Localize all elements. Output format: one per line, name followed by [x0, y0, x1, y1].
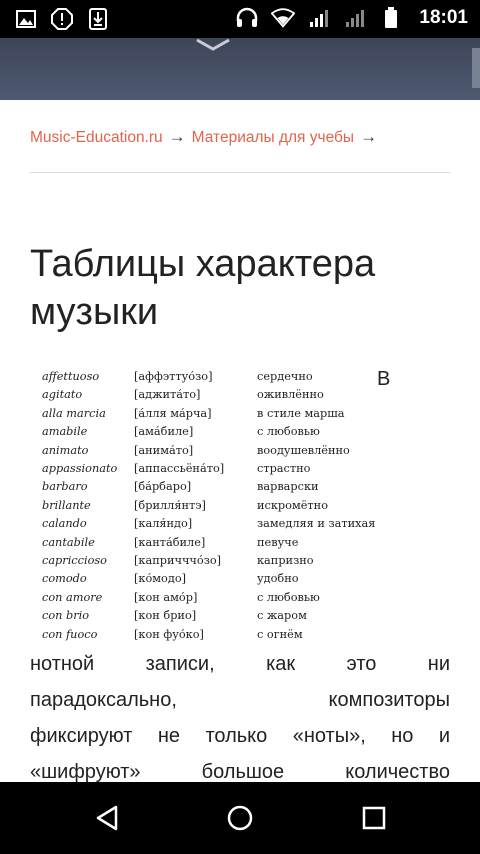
- back-icon[interactable]: [87, 798, 127, 838]
- meaning-cell: в стиле марша: [257, 406, 345, 420]
- table-row: [30, 370, 378, 388]
- table-row: [30, 462, 378, 480]
- word: «ноты»,: [292, 725, 366, 747]
- pronunciation-cell: [капричччо́зо]: [134, 554, 222, 567]
- term-cell: affettuoso: [42, 370, 100, 383]
- word: записи,: [145, 653, 215, 675]
- breadcrumb: [30, 127, 383, 147]
- pronunciation-cell: [ама́биле]: [134, 425, 194, 439]
- pronunciation-cell: [канта́биле]: [134, 535, 206, 549]
- term-cell: con fuoco: [42, 627, 98, 641]
- word: «шифруют»: [30, 761, 141, 782]
- battery-icon: [379, 6, 403, 30]
- scrollbar[interactable]: [472, 48, 480, 88]
- meaning-cell: страстно: [257, 462, 311, 475]
- term-cell: brillante: [42, 498, 91, 512]
- word: и: [438, 725, 450, 747]
- word: но: [391, 725, 414, 747]
- table-row: [30, 425, 378, 443]
- term-cell: capriccioso: [42, 554, 107, 567]
- pronunciation-cell: [анима́то]: [134, 443, 194, 457]
- divider: [30, 172, 450, 173]
- term-cell: alla marcia: [42, 406, 106, 420]
- meaning-cell: варварски: [257, 480, 319, 494]
- pronunciation-cell: [аппассьёна́то]: [134, 462, 225, 475]
- term-cell: con brio: [42, 609, 90, 623]
- pronunciation-cell: [брилля́нтэ]: [134, 498, 206, 512]
- pronunciation-cell: [кон амо́р]: [134, 590, 198, 604]
- page-content: [0, 100, 480, 782]
- term-cell: appassionato: [42, 462, 118, 475]
- alert-icon: [50, 7, 74, 31]
- word: фиксируют: [30, 725, 133, 747]
- table-row: [30, 554, 378, 572]
- breadcrumb-separator: →: [168, 127, 186, 146]
- home-icon[interactable]: [220, 798, 260, 838]
- table-row: [30, 517, 378, 535]
- meaning-cell: певуче: [257, 535, 299, 549]
- site-header: [0, 38, 480, 100]
- paragraph-line: [30, 682, 450, 718]
- table-row: [30, 480, 378, 498]
- pronunciation-cell: [а́лля ма́рча]: [134, 406, 212, 420]
- meaning-cell: с огнём: [257, 627, 303, 641]
- meaning-cell: воодушевлённо: [257, 443, 350, 457]
- pronunciation-cell: [кон фуо́ко]: [134, 627, 204, 641]
- table-row: [30, 572, 378, 590]
- meaning-cell: с жаром: [257, 609, 307, 623]
- breadcrumb-separator: →: [360, 127, 378, 146]
- term-cell: con amore: [42, 590, 103, 604]
- pronunciation-cell: [каля́ндо]: [134, 517, 193, 531]
- breadcrumb-link-materials[interactable]: Материалы для учебы: [191, 129, 355, 146]
- table-row: [30, 591, 378, 609]
- word: нотной: [30, 653, 95, 675]
- word: композиторы: [328, 689, 450, 711]
- wifi-icon: [271, 6, 295, 30]
- table-row: [30, 388, 378, 406]
- term-cell: agitato: [42, 388, 83, 402]
- breadcrumb-link-home[interactable]: Music-Education.ru: [30, 129, 163, 146]
- table-row: [30, 628, 378, 646]
- term-cell: comodo: [42, 572, 87, 586]
- meaning-cell: удобно: [257, 572, 299, 586]
- table-row: [30, 609, 378, 627]
- pronunciation-cell: [аффэттуо́зо]: [134, 370, 213, 383]
- meaning-cell: капризно: [257, 554, 314, 567]
- signal-icon: [307, 6, 331, 30]
- table-row: [30, 536, 378, 554]
- paragraph-line: [30, 718, 450, 754]
- pronunciation-cell: [аджита́то]: [134, 388, 201, 402]
- headset-icon: [235, 6, 259, 30]
- pronunciation-cell: [ко́модо]: [134, 572, 187, 586]
- word: только: [205, 725, 268, 747]
- signal-icon: [343, 6, 367, 30]
- download-icon: [86, 7, 110, 31]
- meaning-cell: сердечно: [257, 370, 313, 383]
- article-paragraph: [30, 646, 450, 782]
- clock: 18:01: [419, 7, 468, 28]
- term-cell: calando: [42, 517, 87, 531]
- pronunciation-cell: [кон брио]: [134, 609, 197, 623]
- paragraph-line: [30, 754, 450, 782]
- word: количество: [345, 761, 450, 782]
- paragraph-line: [30, 646, 450, 682]
- word: как: [266, 653, 296, 675]
- recents-icon[interactable]: [354, 798, 394, 838]
- terms-table-image: [30, 362, 378, 650]
- term-cell: animato: [42, 443, 89, 457]
- term-cell: amabile: [42, 425, 88, 439]
- word: парадоксально,: [30, 689, 177, 711]
- word: не: [157, 725, 181, 747]
- navigation-bar: [0, 782, 480, 854]
- word: большое: [201, 761, 285, 782]
- image-icon: [14, 7, 38, 31]
- word: это: [346, 653, 377, 675]
- meaning-cell: замедляя и затихая: [257, 517, 376, 531]
- chevron-down-icon[interactable]: [195, 38, 231, 57]
- meaning-cell: с любовью: [257, 425, 320, 439]
- status-bar: [0, 0, 480, 38]
- table-row: [30, 407, 378, 425]
- meaning-cell: с любовью: [257, 590, 320, 604]
- term-cell: barbaro: [42, 480, 88, 494]
- paragraph-start: В: [377, 368, 391, 390]
- meaning-cell: оживлённо: [257, 388, 324, 402]
- word: ни: [427, 653, 450, 675]
- table-row: [30, 444, 378, 462]
- pronunciation-cell: [ба́рбаро]: [134, 480, 192, 494]
- meaning-cell: искромётно: [257, 498, 329, 512]
- page-title: Таблицы характера музыки: [30, 243, 376, 333]
- term-cell: cantabile: [42, 535, 95, 549]
- table-row: [30, 499, 378, 517]
